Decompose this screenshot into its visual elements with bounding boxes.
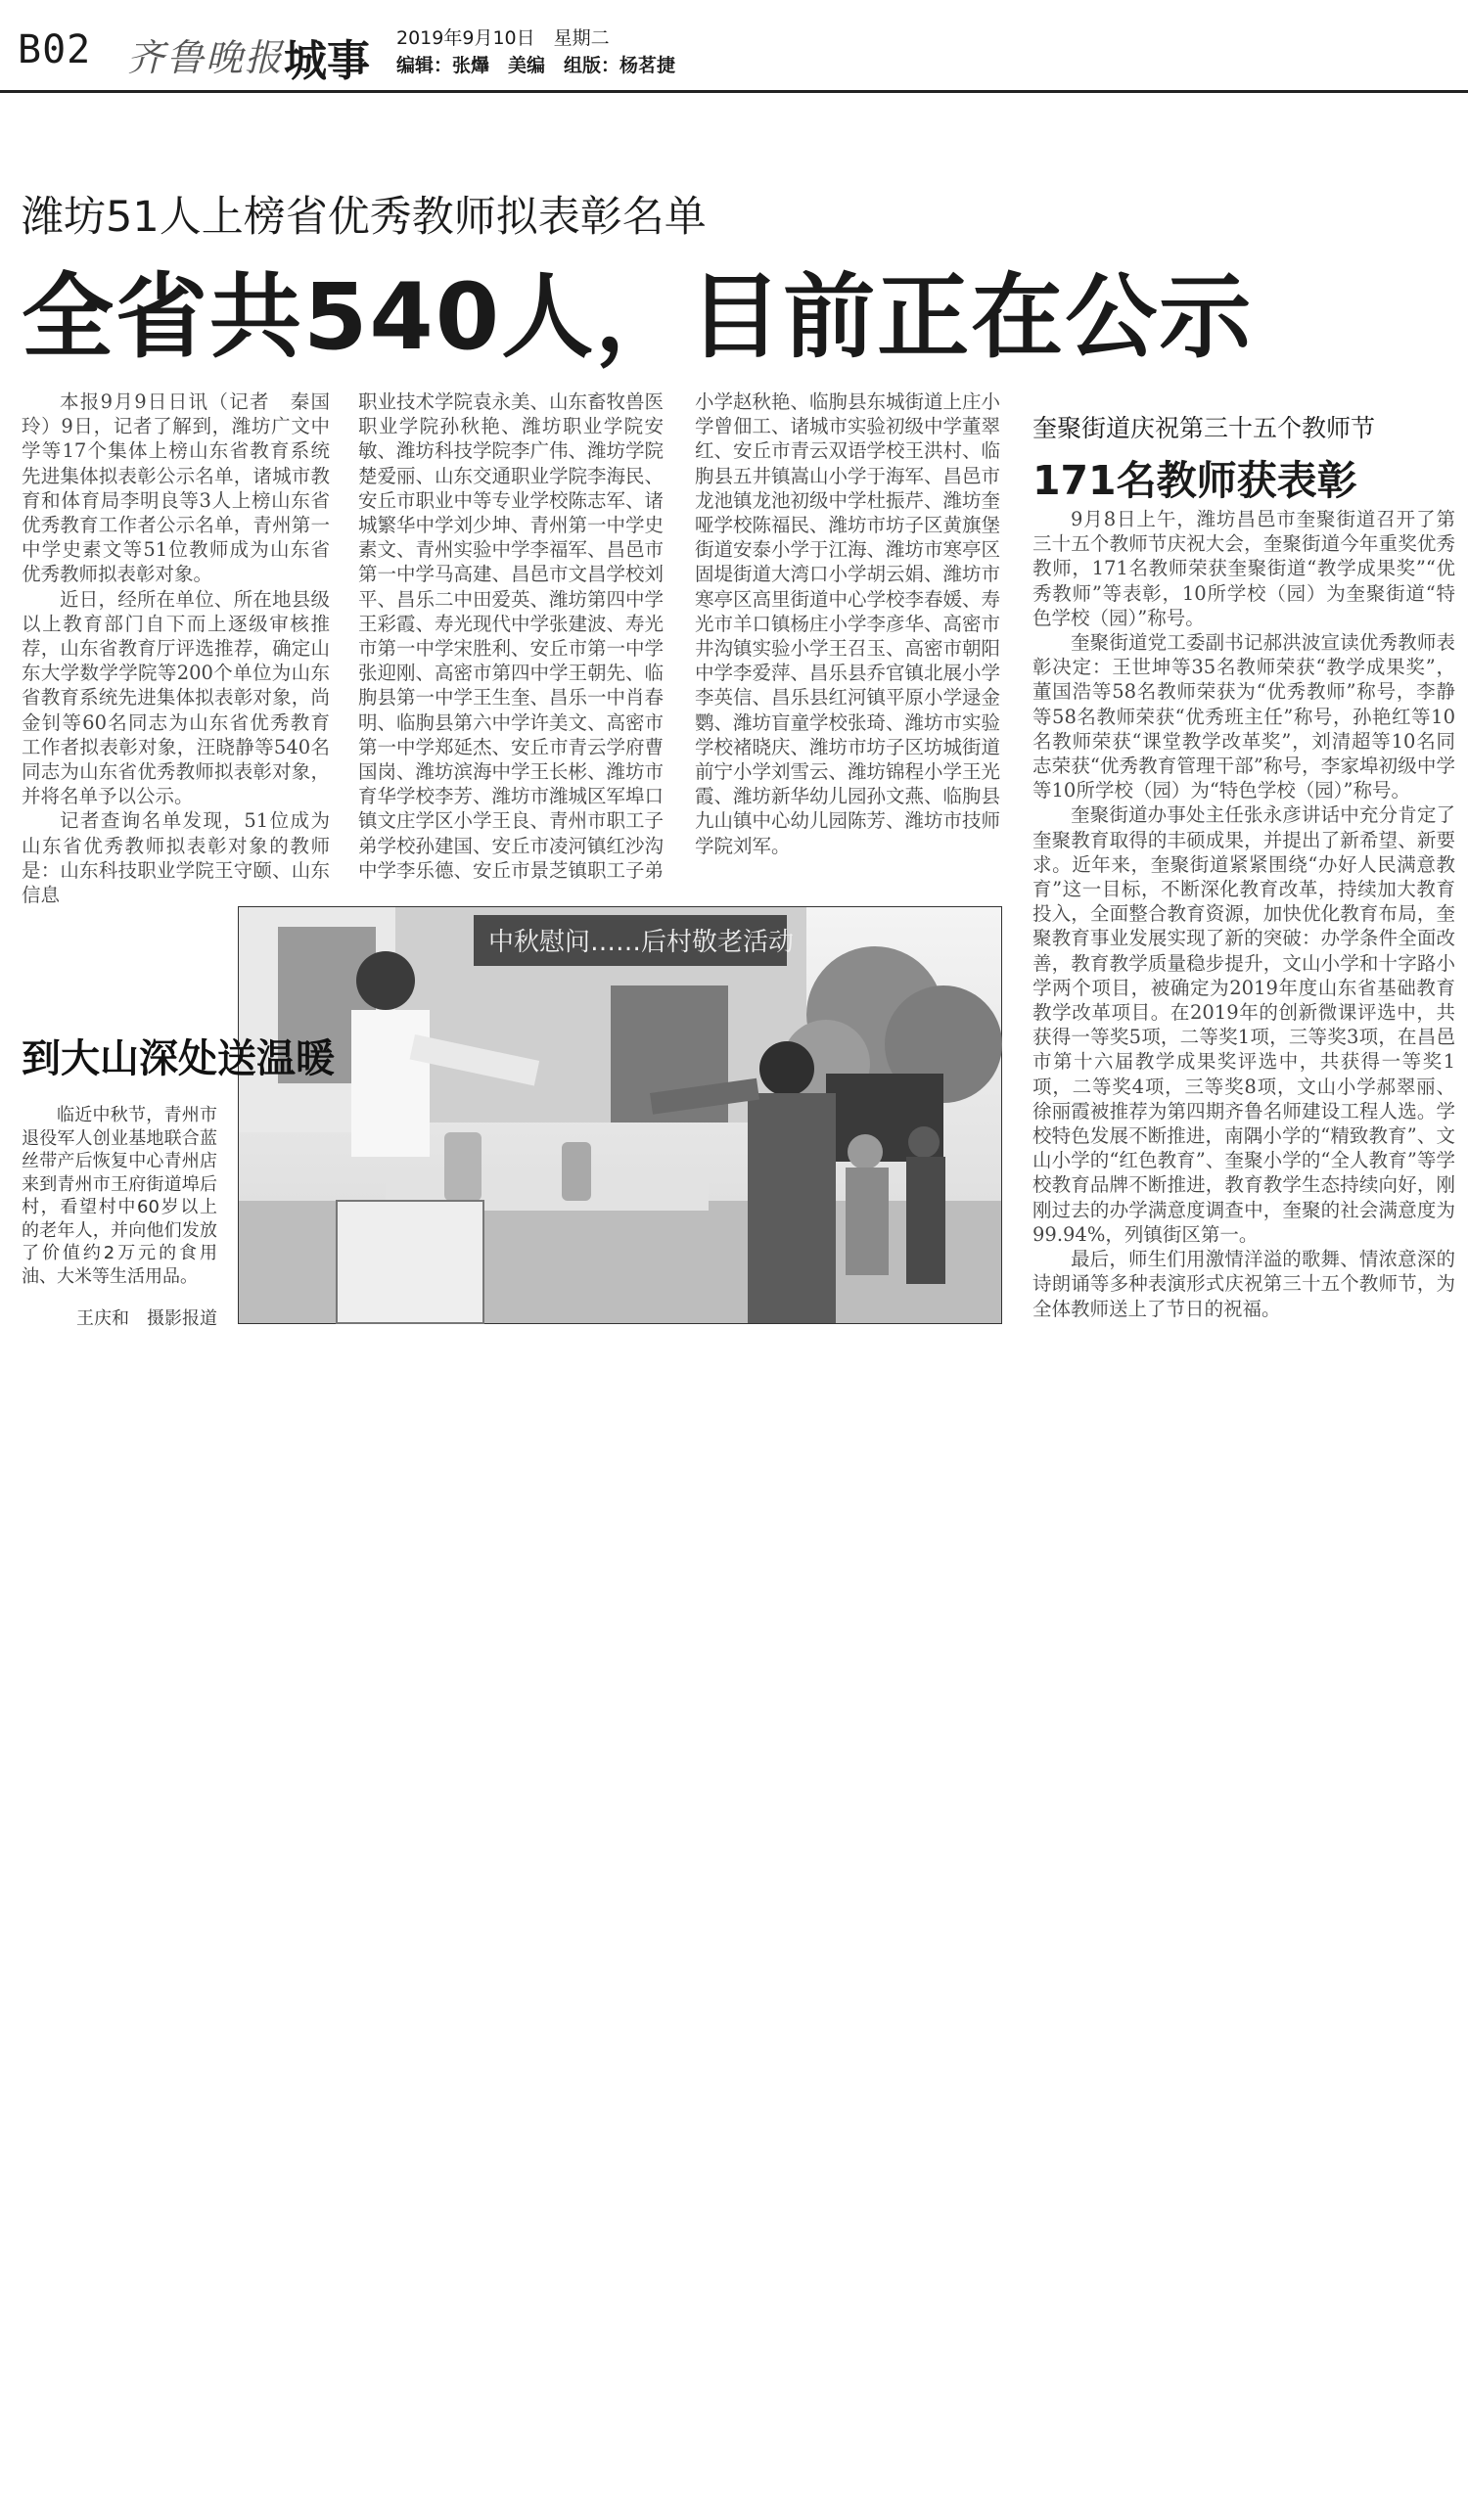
main-headline: 全省共540人，目前正在公示	[22, 264, 1254, 371]
main-paragraph: 职业技术学院袁永美、山东畜牧兽医职业学院孙秋艳、潍坊职业学院安敏、潍坊科技学院李广伟、潍坊学院楚爱丽、山东交通职业学院李海民、安丘市职业中等专业学校陈志军、诸城繁华中学刘少坤、青州第一中学史素文、青州实验中学李福军、昌邑市第一中学马高建、昌邑市文昌学校刘平、昌乐二中田爱英、潍坊第四中学王彩霞、寿光现代中学张建波、寿光市第一中学宋胜利、安丘市第一中学张迎刚、高密市第四中学王朝先、临朐县第一中学王生奎、昌乐一中肖春明、临朐县第六中学许美文、高密市第一中学郑延杰、安丘市青云学府曹国岗、潍坊滨海中学王长彬、潍坊市育华学校李芳、潍坊市潍城区军埠口镇文庄学区小学王良、青州市职工子弟学校孙建国、安丘市凌河镇红沙沟中学李乐德、安丘市景芝镇职工子弟	[358, 390, 665, 882]
side-kicker: 奎聚街道庆祝第三十五个教师节	[1032, 414, 1376, 442]
photo-scene	[239, 907, 1001, 1323]
photo-story-title: 到大山深处送温暖	[22, 1036, 335, 1081]
section-title: 城事	[284, 36, 370, 86]
banner-text: 中秋慰问……后村敬老活动	[488, 928, 795, 957]
side-story-body	[1032, 507, 1455, 1319]
photo-byline: 王庆和 摄影报道	[76, 1308, 217, 1329]
main-paragraph: 本报9月9日日讯（记者 秦国玲）9日，记者了解到，潍坊广文中学等17个集体上榜山东省教育系统先进集体拟表彰公示名单，诸城市教育和体育局李明良等3人上榜山东省优秀教育工作者公示名单，青州第一中学史素文等51位教师成为山东省优秀教师拟表彰对象。	[22, 390, 330, 586]
newspaper-logo: 齐鲁晚报	[127, 36, 285, 79]
photo-caption	[22, 1104, 217, 1288]
main-column-3	[695, 389, 1000, 889]
page-number: B02	[18, 27, 92, 72]
main-paragraph: 近日，经所在单位、所在地县级以上教育部门自下而上逐级审核推荐，山东省教育厅评选推荐，确定山东大学数学学院等200个单位为山东省教育系统先进集体拟表彰对象，尚金钊等60名同志为山东省优秀教育工作者拟表彰对象，汪晓静等540名同志为山东省优秀教师拟表彰对象，并将名单予以公示。	[22, 587, 330, 808]
editor-credits: 编辑：张爗 美编 组版：杨茗捷	[396, 55, 676, 76]
main-column-1	[22, 389, 330, 907]
side-headline: 171名教师获表彰	[1032, 457, 1357, 504]
news-photo	[238, 906, 1002, 1324]
main-column-2	[358, 389, 664, 889]
issue-date: 2019年9月10日 星期二	[396, 27, 610, 49]
side-paragraph: 9月8日上午，潍坊昌邑市奎聚街道召开了第三十五个教师节庆祝大会，奎聚街道今年重奖优秀教师，171名教师荣获奎聚街道“教学成果奖”“优秀教师”等表彰，10所学校（园）为奎聚街道“特色学校（园）”称号。	[1032, 508, 1455, 629]
side-paragraph: 奎聚街道党工委副书记郝洪波宣读优秀教师表彰决定：王世坤等35名教师荣获“教学成果奖”，董国浩等58名教师荣获为“优秀教师”称号，李静等58名教师荣获“优秀班主任”称号，孙艳红等10名教师荣获“课堂教学改革奖”，刘清超等10名同志荣获“优秀教育管理干部”称号，李家埠初级中学等10所学校（园）为“特色学校（园）”称号。	[1032, 631, 1455, 802]
caption-text: 临近中秋节，青州市退役军人创业基地联合蓝丝带产后恢复中心青州店来到青州市王府街道埠后村，看望村中60岁以上的老年人，并向他们发放了价值约2万元的食用油、大米等生活用品。	[22, 1105, 217, 1287]
side-paragraph: 奎聚街道办事处主任张永彦讲话中充分肯定了奎聚教育取得的丰硕成果，并提出了新希望、新要求。近年来，奎聚街道紧紧围绕“办好人民满意教育”这一目标，不断深化教育改革，持续加大教育投入，全面整合教育资源，加快优化教育布局，奎聚教育事业发展实现了新的突破：办学条件全面改善，教育教学质量稳步提升，文山小学和十字路小学两个项目，被确定为2019年度山东省基础教育教学改革项目。在2019年的创新微课评选中，共获得一等奖5项，二等奖1项，三等奖3项，在昌邑市第十六届教学成果奖评选中，共获得一等奖1项，二等奖4项，三等奖8项，文山小学郝翠丽、徐丽霞被推荐为第四期齐鲁名师建设工程人选。学校特色发展不断推进，南隅小学的“精致教育”、文山小学的“红色教育”、奎聚小学的“全人教育”等学校教育品牌不断推进，教育教学生态持续向好，刚刚过去的办学满意度调查中，奎聚的社会满意度为99.94%，列镇街区第一。	[1032, 803, 1455, 1246]
side-paragraph: 最后，师生们用激情洋溢的歌舞、情浓意深的诗朗诵等多种表演形式庆祝第三十五个教师节，为全体教师送上了节日的祝福。	[1032, 1248, 1455, 1320]
main-paragraph: 小学赵秋艳、临朐县东城街道上庄小学曾佃工、诸城市实验初级中学董翠红、安丘市青云双语学校王洪村、临朐县五井镇嵩山小学于海军、昌邑市龙池镇龙池初级中学杜振芹、潍坊奎哑学校陈福民、潍坊市坊子区黄旗堡街道安泰小学于江海、潍坊市寒亭区固堤街道大湾口小学胡云娟、潍坊市寒亭区高里街道中心学校李春媛、寿光市羊口镇杨庄小学李彦华、高密市井沟镇实验小学王召玉、高密市朝阳中学李爱萍、昌乐县乔官镇北展小学李英信、昌乐县红河镇平原小学逯金鹦、潍坊盲童学校张琦、潍坊市实验学校褚晓庆、潍坊市坊子区坊城街道前宁小学刘雪云、潍坊锦程小学王光霞、潍坊新华幼儿园孙文燕、临朐县九山镇中心幼儿园陈芳、潍坊市技师学院刘军。	[695, 390, 1001, 857]
masthead-rule	[0, 90, 1468, 93]
main-kicker: 潍坊51人上榜省优秀教师拟表彰名单	[22, 193, 707, 242]
main-paragraph: 记者查询名单发现，51位成为山东省优秀教师拟表彰对象的教师是：山东科技职业学院王守颐、山东信息	[22, 809, 330, 907]
